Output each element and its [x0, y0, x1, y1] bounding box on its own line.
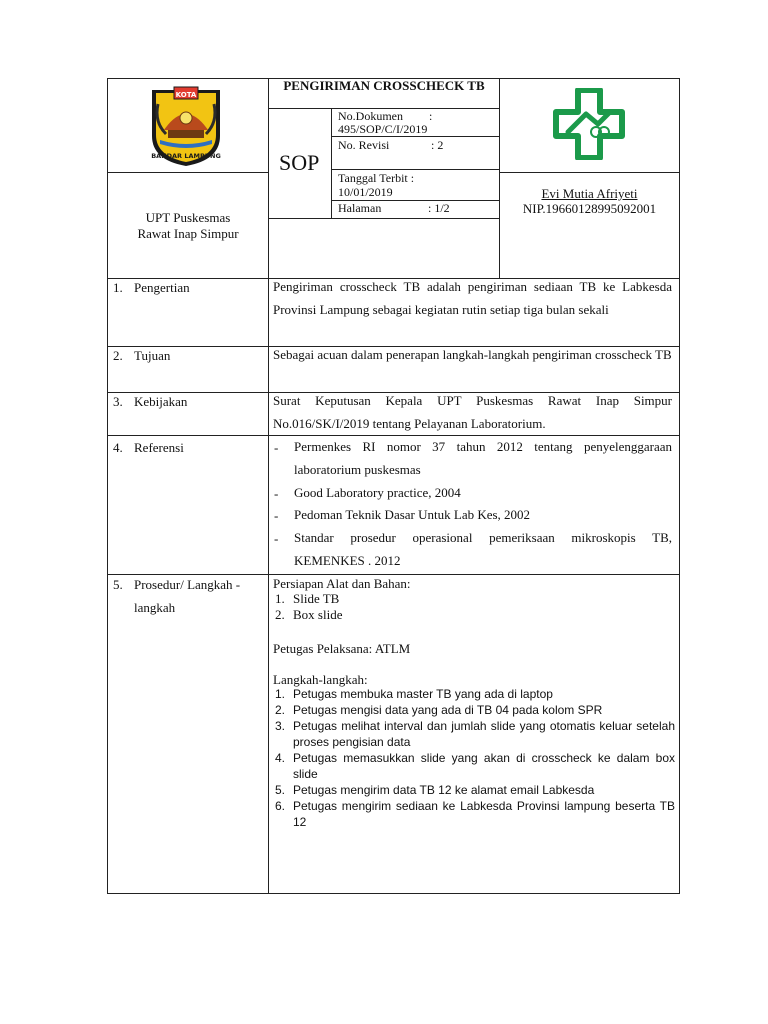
section-number: 5.: [113, 577, 123, 592]
list-item: [271, 798, 675, 830]
reference-item: Pedoman Teknik Dasar Untuk Lab Kes, 2002: [294, 507, 531, 522]
header-divider-2: [499, 78, 500, 278]
steps-heading: Langkah-langkah:: [273, 672, 368, 687]
table-border-left: [107, 78, 108, 894]
doc-no-label: No.Dokumen: [338, 109, 403, 123]
puskesmas-cross-icon: [552, 88, 626, 160]
list-item-number: 5.: [275, 783, 286, 797]
table-border-bottom: [107, 893, 680, 894]
reference-item: Good Laboratory practice, 2004: [294, 485, 461, 500]
list-item-number: 2.: [275, 703, 286, 717]
section-text-tujuan: Sebagai acuan dalam penerapan langkah-langkah pengiriman crosscheck TB: [273, 347, 672, 362]
sop-label: SOP: [279, 150, 320, 175]
header-logo-row-line: [107, 172, 268, 173]
list-item-text: Petugas mengirim sediaan ke Labkesda Provinsi lampung beserta TB 12: [293, 799, 675, 829]
revision-value: : 2: [431, 138, 444, 152]
meta-line-2: [331, 169, 499, 170]
list-item-text: Petugas melihat interval dan jumlah slide yang otomatis keluar setelah proses pengisian data: [293, 719, 675, 749]
body-column-line: [268, 278, 269, 894]
list-item-number: 4.: [275, 751, 286, 765]
section-number: 2.: [113, 348, 123, 363]
list-item-text: Box slide: [293, 607, 343, 622]
issue-date-label: Tanggal Terbit :: [338, 171, 415, 185]
reference-item: Permenkes RI nomor 37 tahun 2012 tentang penyelenggaraan laboratorium puskesmas: [294, 439, 672, 477]
puskesmas-logo: [552, 88, 626, 160]
meta-line-1: [331, 136, 499, 137]
bullet-marker: -: [274, 486, 279, 501]
list-item-number: 2.: [275, 607, 285, 622]
logo-text-bottom: BANDAR LAMPUNG: [151, 152, 221, 160]
section-number: 1.: [113, 280, 123, 295]
table-border-right: [679, 78, 680, 894]
doc-no-separator: :: [429, 109, 433, 123]
bullet-marker: -: [274, 440, 279, 455]
section-label-kebijakan: Kebijakan: [134, 394, 188, 409]
doc-no-value: 495/SOP/C/I/2019: [338, 122, 428, 136]
sop-column-line: [331, 108, 332, 218]
list-item: [271, 686, 675, 702]
list-item: [271, 750, 675, 782]
list-item: [271, 718, 675, 750]
city-shield-icon: [146, 78, 226, 168]
list-item: [271, 607, 675, 623]
list-item-number: 6.: [275, 799, 286, 813]
section-label-pengertian: Pengertian: [134, 280, 190, 295]
page-value: : 1/2: [428, 201, 450, 215]
list-item-number: 3.: [275, 719, 286, 733]
row-line-4: [107, 574, 680, 575]
steps-list: [271, 686, 675, 830]
bullet-marker: -: [274, 531, 279, 546]
section-label-prosedur-2: langkah: [134, 600, 176, 615]
tools-heading: Persiapan Alat dan Bahan:: [273, 576, 411, 591]
list-item-text: Slide TB: [293, 591, 340, 606]
org-name-line-1: UPT Puskesmas: [145, 210, 231, 225]
reference-item: Standar prosedur operasional pemeriksaan mikroskopis TB, KEMENKES . 2012: [294, 530, 672, 568]
signer-name: Evi Mutia Afriyeti: [541, 186, 638, 201]
logo-text-top: KOTA: [175, 91, 197, 99]
section-label-prosedur-1: Prosedur/ Langkah -: [134, 577, 241, 592]
section-number: 3.: [113, 394, 123, 409]
org-name-line-2: Rawat Inap Simpur: [137, 226, 239, 241]
tools-list: [271, 591, 675, 623]
list-item-text: Petugas mengirim data TB 12 ke alamat email Labkesda: [293, 783, 595, 797]
list-item-text: Petugas mengisi data yang ada di TB 04 pada kolom SPR: [293, 703, 603, 717]
list-item-number: 1.: [275, 687, 286, 701]
bullet-marker: -: [274, 508, 279, 523]
page-label: Halaman: [338, 201, 382, 215]
header-stamp-row-line: [499, 172, 679, 173]
section-label-referensi: Referensi: [134, 440, 184, 455]
revision-label: No. Revisi: [338, 138, 390, 152]
signer-nip: NIP.19660128995092001: [522, 201, 657, 216]
list-item: [271, 591, 675, 607]
section-text-kebijakan: Surat Keputusan Kepala UPT Puskesmas Rawat Inap Simpur No.016/SK/I/2019 tentang Pelayanan Laboratorium.: [273, 393, 672, 431]
section-number: 4.: [113, 440, 123, 455]
section-label-tujuan: Tujuan: [134, 348, 171, 363]
meta-line-4: [268, 218, 499, 219]
issue-date-value: 10/01/2019: [338, 185, 393, 199]
officer-line: Petugas Pelaksana: ATLM: [273, 641, 411, 656]
list-item-text: Petugas membuka master TB yang ada di laptop: [293, 687, 553, 701]
list-item-number: 1.: [275, 591, 285, 606]
document-title: PENGIRIMAN CROSSCHECK TB: [283, 78, 485, 93]
list-item: [271, 702, 675, 718]
list-item: [271, 782, 675, 798]
city-logo-emblem: [146, 78, 226, 168]
section-text-pengertian: Pengiriman crosscheck TB adalah pengiriman sediaan TB ke Labkesda Provinsi Lampung sebagai kegiatan rutin setiap tiga bulan sekali: [273, 279, 672, 317]
list-item-text: Petugas memasukkan slide yang akan di crosscheck ke dalam box slide: [293, 751, 675, 781]
